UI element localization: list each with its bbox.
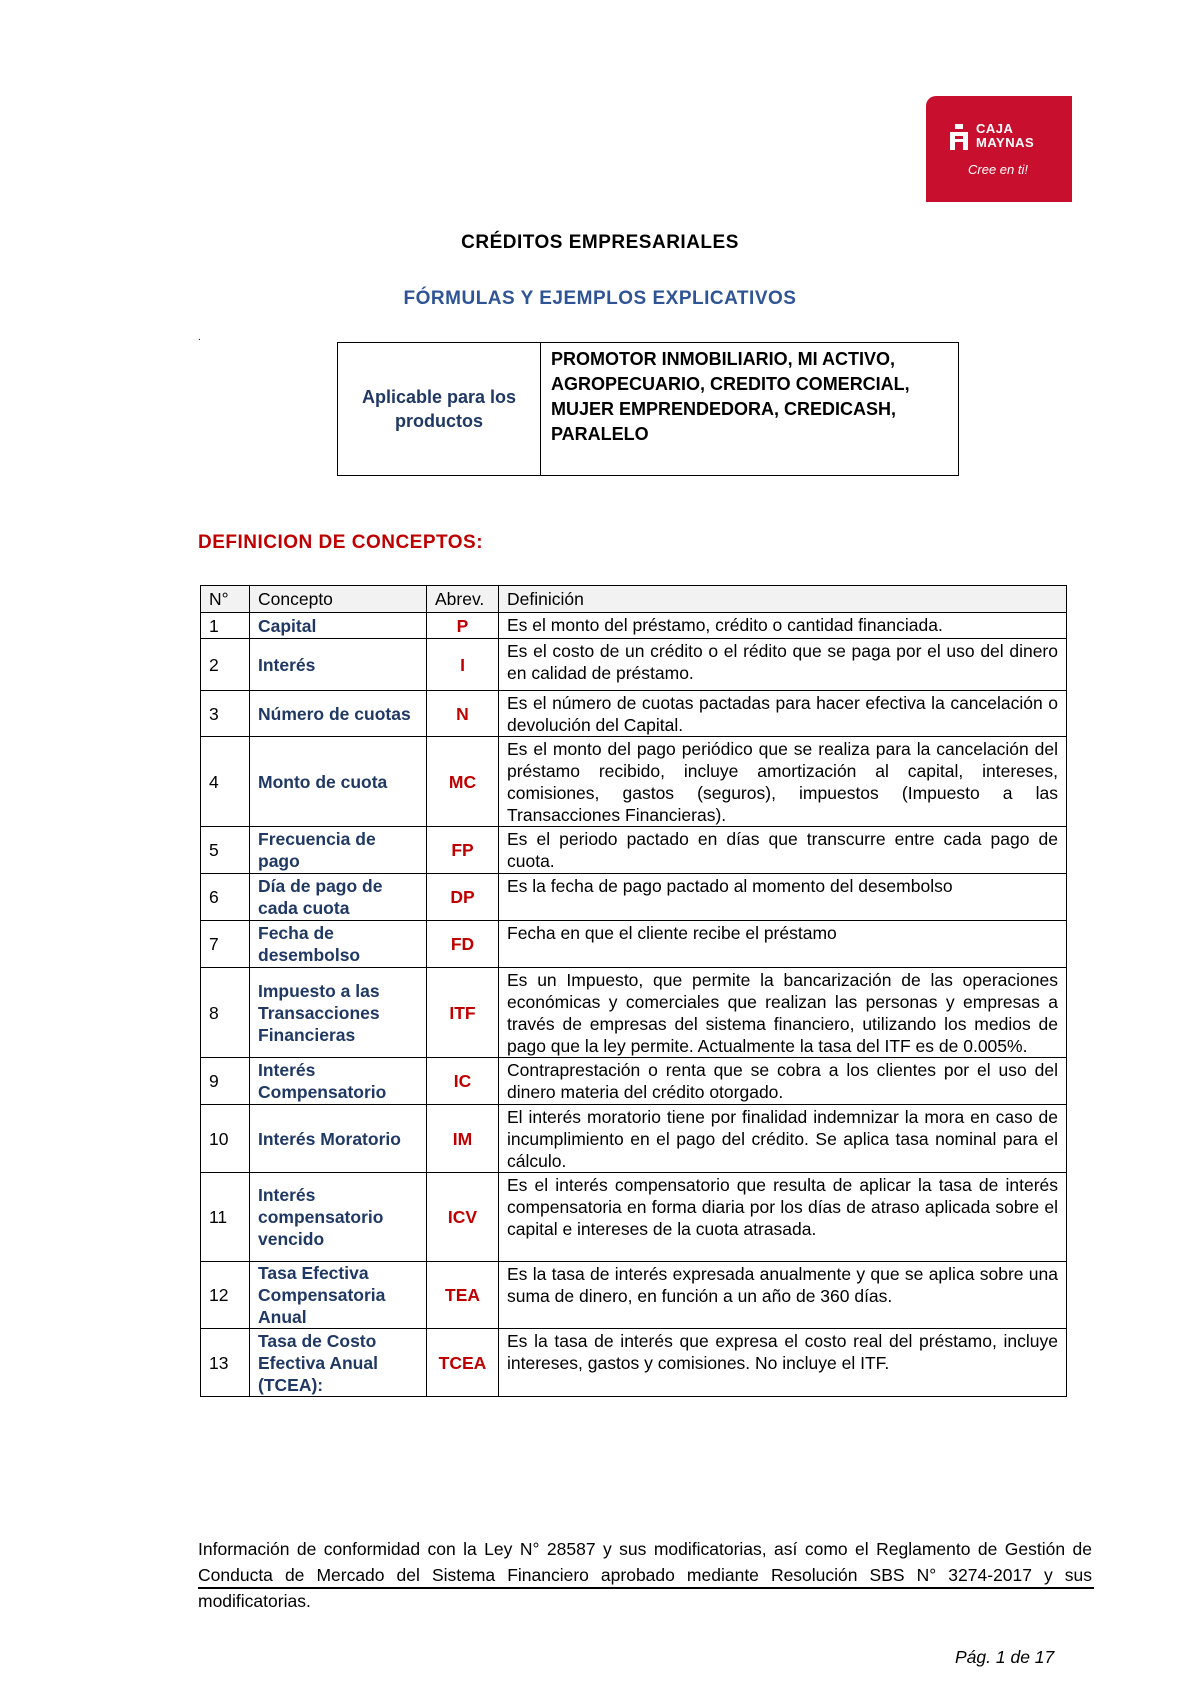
row-number: 10	[201, 1105, 250, 1173]
row-concept: Tasa de Costo Efectiva Anual (TCEA):	[250, 1329, 427, 1397]
row-definition: Es el periodo pactado en días que transcurre entre cada pago de cuota.	[499, 827, 1067, 874]
document-subtitle: FÓRMULAS Y EJEMPLOS EXPLICATIVOS	[403, 288, 797, 309]
row-definition: Es el monto del préstamo, crédito o cantidad financiada.	[499, 613, 1067, 639]
table-row	[201, 1058, 1067, 1105]
row-concept: Fecha de desembolso	[250, 921, 427, 968]
footer-divider	[198, 1587, 1094, 1589]
row-definition: Es el interés compensatorio que resulta de aplicar la tasa de interés compensatoria en forma diaria por los días de atraso aplicada sobre el capital e intereses de la cuota atrasada.	[499, 1173, 1067, 1262]
row-number: 6	[201, 874, 250, 921]
row-concept: Frecuencia de pago	[250, 827, 427, 874]
definitions-body	[201, 613, 1067, 1397]
row-concept: Interés Compensatorio	[250, 1058, 427, 1105]
row-concept: Tasa Efectiva Compensatoria Anual	[250, 1262, 427, 1329]
row-concept: Capital	[250, 613, 427, 639]
row-abbreviation: MC	[427, 737, 499, 827]
caja-maynas-logo-mark-icon	[948, 124, 970, 150]
row-number: 13	[201, 1329, 250, 1397]
applicable-products-table	[337, 342, 959, 476]
section-title: DEFINICION DE CONCEPTOS:	[198, 532, 484, 553]
applicable-products-label: Aplicable para los productos	[338, 343, 541, 476]
row-abbreviation: FD	[427, 921, 499, 968]
row-number: 7	[201, 921, 250, 968]
definitions-table	[200, 585, 1067, 1397]
row-definition: Es la tasa de interés expresada anualmente y que se aplica sobre una suma de dinero, en función a un año de 360 días.	[499, 1262, 1067, 1329]
row-definition: Es el monto del pago periódico que se realiza para la cancelación del préstamo recibido, incluye amortización al capital, intereses, comisiones, gastos (seguros), impuestos (Impuesto a las Transacciones Financieras).	[499, 737, 1067, 827]
applicable-products-value: PROMOTOR INMOBILIARIO, MI ACTIVO, AGROPECUARIO, CREDITO COMERCIAL, MUJER EMPRENDEDORA, CREDICASH, PARALELO	[541, 343, 959, 476]
row-abbreviation: TCEA	[427, 1329, 499, 1397]
row-number: 12	[201, 1262, 250, 1329]
row-concept: Monto de cuota	[250, 737, 427, 827]
row-concept: Impuesto a las Transacciones Financieras	[250, 968, 427, 1058]
stray-dot: .	[198, 332, 201, 343]
col-header-abbr: Abrev.	[427, 586, 499, 613]
table-row	[201, 874, 1067, 921]
row-number: 3	[201, 691, 250, 737]
row-definition: Es la tasa de interés que expresa el costo real del préstamo, incluye intereses, gastos y comisiones. No incluye el ITF.	[499, 1329, 1067, 1397]
logo-tagline: Cree en ti!	[968, 162, 1028, 177]
row-definition: Contraprestación o renta que se cobra a los clientes por el uso del dinero materia del crédito otorgado.	[499, 1058, 1067, 1105]
row-abbreviation: N	[427, 691, 499, 737]
row-abbreviation: IC	[427, 1058, 499, 1105]
table-row	[201, 921, 1067, 968]
row-definition: Es la fecha de pago pactado al momento del desembolso	[499, 874, 1067, 921]
table-row	[201, 968, 1067, 1058]
document-title: CRÉDITOS EMPRESARIALES	[461, 232, 739, 253]
row-definition: Es el costo de un crédito o el rédito que se paga por el uso del dinero en calidad de préstamo.	[499, 639, 1067, 691]
row-concept: Interés compensatorio vencido	[250, 1173, 427, 1262]
row-definition: Es el número de cuotas pactadas para hacer efectiva la cancelación o devolución del Capital.	[499, 691, 1067, 737]
row-concept: Interés	[250, 639, 427, 691]
table-row	[201, 827, 1067, 874]
logo-brand	[976, 122, 1066, 150]
table-row	[201, 1262, 1067, 1329]
col-header-no: N°	[201, 586, 250, 613]
row-number: 9	[201, 1058, 250, 1105]
table-row	[201, 737, 1067, 827]
table-row	[201, 691, 1067, 737]
table-row	[201, 1329, 1067, 1397]
col-header-definition: Definición	[499, 586, 1067, 613]
logo-brand-line2: MAYNAS	[976, 135, 1035, 150]
row-number: 8	[201, 968, 250, 1058]
row-abbreviation: DP	[427, 874, 499, 921]
row-abbreviation: IM	[427, 1105, 499, 1173]
row-concept: Día de pago de cada cuota	[250, 874, 427, 921]
row-abbreviation: P	[427, 613, 499, 639]
row-number: 5	[201, 827, 250, 874]
table-row	[201, 1173, 1067, 1262]
row-number: 2	[201, 639, 250, 691]
col-header-concept: Concepto	[250, 586, 427, 613]
table-row	[201, 639, 1067, 691]
row-abbreviation: FP	[427, 827, 499, 874]
logo-brand-line1: CAJA	[976, 121, 1014, 136]
row-concept: Interés Moratorio	[250, 1105, 427, 1173]
row-concept: Número de cuotas	[250, 691, 427, 737]
table-row	[201, 613, 1067, 639]
table-row	[201, 1105, 1067, 1173]
row-abbreviation: ICV	[427, 1173, 499, 1262]
row-abbreviation: TEA	[427, 1262, 499, 1329]
definitions-header-row	[201, 586, 1067, 613]
row-definition: Es un Impuesto, que permite la bancarización de las operaciones económicas y comerciales que realizan las personas y empresas a través de empresas del sistema financiero, utilizando los medios de pago que la ley permite. Actualmente la tasa del ITF es de 0.005%.	[499, 968, 1067, 1058]
row-abbreviation: ITF	[427, 968, 499, 1058]
row-definition: El interés moratorio tiene por finalidad indemnizar la mora en caso de incumplimiento en el pago del crédito. Se aplica tasa nominal para el cálculo.	[499, 1105, 1067, 1173]
row-abbreviation: I	[427, 639, 499, 691]
row-number: 11	[201, 1173, 250, 1262]
legal-footer-text: Información de conformidad con la Ley N° 28587 y sus modificatorias, así como el Reglamento de Gestión de Conducta de Mercado del Sistema Financiero aprobado mediante Resolución SBS N° 3274-2017 y sus modificatorias.	[198, 1539, 1092, 1611]
page-number: Pág. 1 de 17	[955, 1647, 1055, 1667]
row-number: 1	[201, 613, 250, 639]
row-definition: Fecha en que el cliente recibe el préstamo	[499, 921, 1067, 968]
caja-maynas-logo	[926, 96, 1072, 202]
row-number: 4	[201, 737, 250, 827]
